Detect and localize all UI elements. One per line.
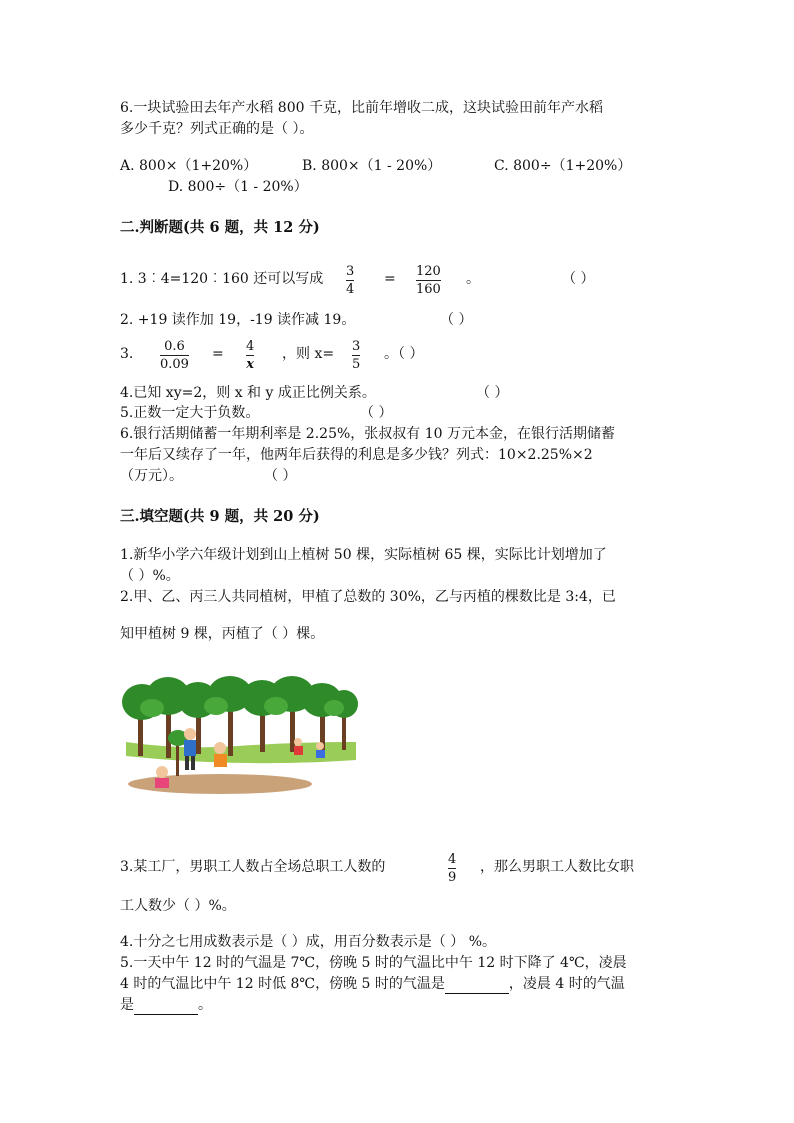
- q6-line2: 多少千克？列式正确的是（ ）。: [120, 121, 314, 137]
- fill1-line2: （ ）%。: [120, 568, 180, 584]
- judge6-line3: （万元）。: [120, 468, 183, 484]
- judge4-text: 4.已知 xy=2，则 x 和 y 成正比例关系。: [120, 385, 376, 401]
- fill2-line1: 2.甲、乙、丙三人共同植树，甲植了总数的 30%，乙与丙植的棵数比是 3:4，已: [120, 589, 616, 605]
- section2-title: 二.判断题(共 6 题，共 12 分): [120, 219, 320, 236]
- fill5-blank-2: [134, 1000, 198, 1015]
- q6-option-b: B. 800×（1 - 20%）: [302, 158, 442, 174]
- fill5-blank-1: [445, 979, 509, 994]
- judge2-answer-paren: （ ）: [440, 312, 473, 328]
- judge1-text: 1. 3︰4=120︰160 还可以写成: [120, 271, 324, 287]
- fill5-line2: [120, 974, 625, 994]
- judge1-answer-paren: （ ）: [562, 271, 595, 287]
- fill4-text: 4.十分之七用成数表示是（ ）成，用百分数表示是（ ） %。: [120, 934, 497, 950]
- fill1-line1: 1.新华小学六年级计划到山上植树 50 棵，实际植树 65 棵，实际比计划增加了: [120, 547, 607, 563]
- judge3-equals: =: [212, 346, 224, 362]
- judge3-fraction-2: 4 x: [246, 339, 255, 372]
- judge5-text: 5.正数一定大于负数。: [120, 405, 260, 421]
- judge6-line2: 一年后又续存了一年，他两年后获得的利息是多少钱？列式：10×2.25%×2: [120, 447, 593, 463]
- judge1-end: 。: [466, 271, 480, 287]
- fill3-line1-end: ，那么男职工人数比女职: [480, 859, 634, 875]
- q6-option-a: A. 800×（1+20%）: [120, 158, 258, 174]
- judge3-mid: ，则 x=: [282, 346, 335, 362]
- q6-option-c: C. 800÷（1+20%）: [494, 158, 632, 174]
- judge1-fraction-2: 120 160: [416, 264, 441, 297]
- judge3-fraction-1: 0.6 0.09: [160, 339, 189, 372]
- section3-title: 三.填空题(共 9 题，共 20 分): [120, 508, 320, 525]
- fill2-line2: 知甲植树 9 棵，丙植了（ ）棵。: [120, 626, 325, 642]
- fill5-line2-part1: 4 时的气温比中午 12 时低 8℃，傍晚 5 时的气温是: [120, 976, 445, 992]
- judge3-label: 3.: [120, 346, 134, 362]
- fill5-line3-part1: 是: [120, 997, 134, 1013]
- tree-planting-illustration: [120, 676, 358, 800]
- judge6-answer-paren: （ ）: [264, 468, 297, 484]
- fill5-line1: 5.一天中午 12 时的气温是 7℃，傍晚 5 时的气温比中午 12 时下降了 4℃，凌晨: [120, 955, 627, 971]
- judge1-equals: =: [384, 271, 396, 287]
- fill3-fraction: 4 9: [448, 852, 457, 885]
- q6-option-d: D. 800÷（1 - 20%）: [168, 179, 308, 195]
- q6-line1: 6.一块试验田去年产水稻 800 千克，比前年增收二成，这块试验田前年产水稻: [120, 100, 603, 116]
- fill3-line1: 3.某工厂，男职工人数占全场总职工人数的: [120, 859, 386, 875]
- judge4-answer-paren: （ ）: [476, 385, 509, 401]
- judge3-end: 。（ ）: [384, 346, 424, 362]
- fill5-line2-part2: ，凌晨 4 时的气温: [508, 976, 625, 992]
- judge1-fraction-1: 3 4: [346, 264, 355, 297]
- fill5-line3-part2: 。: [198, 997, 212, 1013]
- judge2-text: 2. +19 读作加 19，-19 读作减 19。: [120, 312, 356, 328]
- judge5-answer-paren: （ ）: [360, 405, 393, 421]
- fill5-line3: [120, 995, 212, 1015]
- judge6-line1: 6.银行活期储蓄一年期利率是 2.25%，张叔叔有 10 万元本金，在银行活期储蓄: [120, 426, 615, 442]
- fill3-line2: 工人数少（ ）%。: [120, 898, 236, 914]
- judge3-fraction-3: 3 5: [352, 339, 361, 372]
